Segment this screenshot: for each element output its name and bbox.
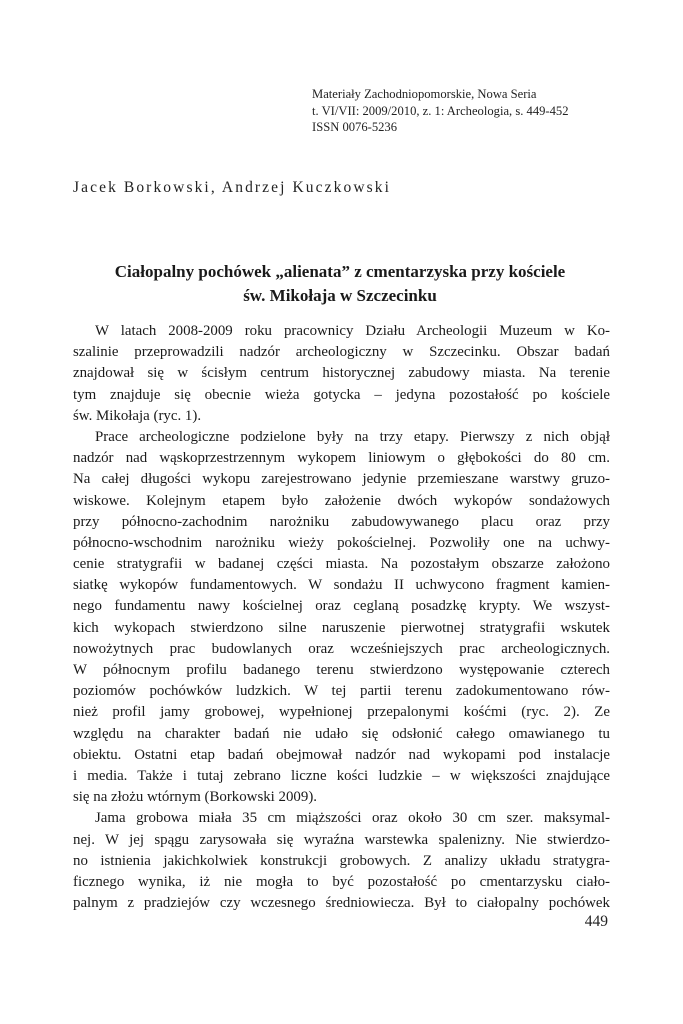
body-line: północno-wschodnim narożniku wieży pokościelnej. Pozwoliły one na uchwy- [73, 534, 610, 551]
journal-issn: ISSN 0076-5236 [312, 120, 398, 134]
body-line: W latach 2008-2009 roku pracownicy Działu Archeologii Muzeum w Ko- [95, 323, 610, 339]
title-line-2: św. Mikołaja w Szczecinku [243, 286, 437, 305]
body-line: ficznego wynika, iż nie mogła to być pozostałość po cmentarzysku ciało- [73, 873, 610, 890]
title-line-1: Ciałopalny pochówek „alienata” z cmentarzyska przy kościele [114, 262, 566, 281]
authors: Jacek Borkowski, Andrzej Kuczkowski [73, 179, 392, 196]
body-line: W północnym profilu badanego terenu stwierdzono występowanie czterech [73, 662, 610, 678]
body-line: szalinie przeprowadzili nadzór archeologiczny w Szczecinku. Obszar badań [73, 344, 610, 361]
page-number: 449 [584, 913, 608, 930]
body-line: i media. Także i tutaj zebrano liczne kości ludzkie – w większości znajdujące [73, 767, 610, 784]
body-line: św. Mikołaja (ryc. 1). [73, 407, 202, 424]
body-line: palnym z pradziejów czy wczesnego średniowiecza. Był to ciałopalny pochówek [73, 895, 610, 912]
body-line: kich wykopach stwierdzono silne naruszenie pierwotnej stratygrafii wskutek [73, 619, 610, 636]
body-line: przy północno-zachodnim narożniku zabudowywanego placu oraz przy [73, 513, 610, 530]
body-line: cenie stratygrafii w badanej części miasta. Na pozostałym obszarze założono [73, 556, 610, 573]
body-line: nego fundamentu nawy kościelnej oraz ceglaną posadzkę krypty. We wszyst- [73, 598, 610, 615]
body-line: tym znajduje się obecnie wieża gotycka – jedyna pozostałość po kościele [73, 386, 610, 403]
body-line: Jama grobowa miała 35 cm miąższości oraz około 30 cm szer. maksymal- [95, 810, 610, 827]
body-line: poziomów pochówków ludzkich. W tej partii terenu zadokumentowano rów- [73, 683, 610, 700]
body-line: Na całej długości wykopu zarejestrowano jedynie przemieszane warstwy gruzo- [73, 471, 610, 488]
body-line: obiektu. Ostatni etap badań obejmował nadzór nad wykopami pod instalacje [73, 746, 610, 763]
body-line: no istnienia jakichkolwiek konstrukcji grobowych. Z analizy układu stratygra- [73, 852, 610, 869]
body-line: się na złożu wtórnym (Borkowski 2009). [73, 789, 318, 806]
article-body [73, 321, 610, 914]
body-line: siatkę wykopów fundamentowych. W sondażu II uchwycono fragment kamien- [73, 577, 610, 594]
body-line: wiskowe. Kolejnym etapem było założenie dwóch wykopów sondażowych [73, 492, 610, 509]
journal-header [312, 86, 569, 136]
body-line: Prace archeologiczne podzielone były na trzy etapy. Pierwszy z nich objął [95, 428, 610, 445]
article-title [60, 260, 620, 308]
body-line: względu na charakter badań nie udało się odsłonić całego omawianego tu [73, 725, 610, 742]
body-line: nież profil jamy grobowej, wypełnionej przepalonymi kośćmi (ryc. 2). Ze [73, 704, 610, 721]
body-line: nej. W jej spągu zarysowała się wyraźna warstewka spalenizny. Nie stwierdzo- [73, 831, 610, 848]
journal-title: Materiały Zachodniopomorskie, Nowa Seria [312, 87, 537, 101]
body-line: nowożytnych prac budowlanych oraz wcześniejszych prac archeologicznych. [73, 640, 610, 657]
body-line: znajdował się w ścisłym centrum historycznej zabudowy miasta. Na terenie [73, 365, 610, 382]
body-line: nadzór nad wąskoprzestrzennym wykopem liniowym o głębokości do 80 cm. [73, 450, 610, 467]
journal-volume: t. VI/VII: 2009/2010, z. 1: Archeologia, s. 449-452 [312, 103, 569, 118]
